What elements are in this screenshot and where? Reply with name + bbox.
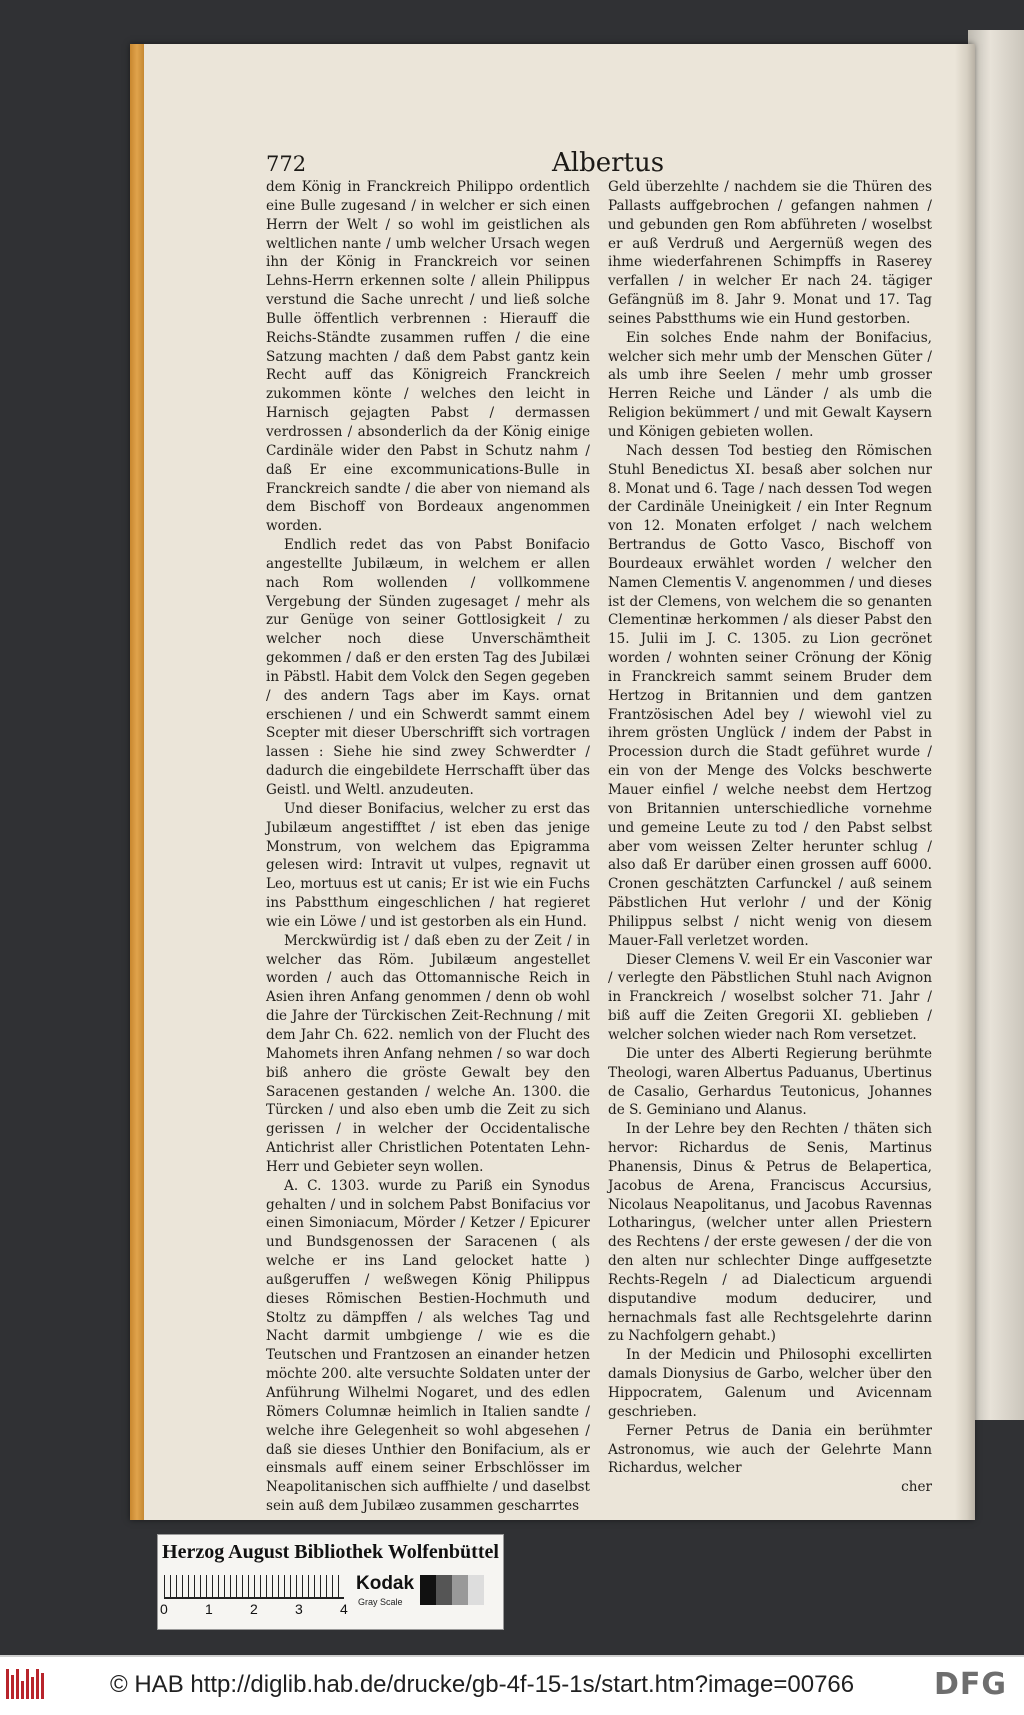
ruler-number: 0 (160, 1601, 168, 1617)
paragraph: Dieser Clemens V. weil Er ein Vasconier war / verlegte den Päbstlichen Stuhl nach Avignon in Franckreich / woselbst solcher 71. Jahr / biß auff die Zeiten Gregorii XI. geblieben / welcher solchen wieder nach Rom versetzet. (608, 951, 932, 1043)
paragraph: Nach dessen Tod bestieg den Römischen Stuhl Benedictus XI. besaß aber solchen nur 8. Monat und 6. Tage / nach dessen Tod wegen der Cardinäle Uneinigkeit / ein Inter Regnum von 12. Monaten erfolget / nach welchem Bertrandus de Gotto Vasco, Bischoff von Bourdeaux erwählet worden / welcher den Namen Clementis V. angenommen / und dieses ist der Clemens, von welchem die so genanten Clementinæ herkommen / als dieser Pabst den 15. Julii im J. C. 1305. zu Lion gecrönet worden / wohnten seiner Crönung der König in Franckreich sammt seinem Bruder dem Hertzog in Britannien und dem gantzen Frantzösischen Adel bey / wiewohl viel zu ihrem grösten Unglück / indem der Pabst in Procession durch die Stadt geführet wurde / ein von der Menge des Volcks beschwerte Mauer einfiel / welche neebst dem Hertzog von Britannien unterschiedliche vornehme und gemeine Leute zu tod / den Pabst selbst aber vom weissen Zelter herunter schlug / also daß Er darüber einen grossen auff 6000. Cronen geschätzten Carfunckel / auß seinem Päbstlichen Hut verlohr / und der König Philippus selbst / nicht wenig von diesem Mauer-Fall verletzet worden. (608, 442, 932, 949)
paragraph: In der Lehre bey den Rechten / thäten sich hervor: Richardus de Senis, Martinus Phanensis, Dinus & Petrus de Belapertica, Jacobus de Arena, Franciscus Accursius, Nicolaus Neapolitanus, und Jacobus Ravennas Lotharingus, (welcher unter allen Priestern des Rechtens / der erste gewesen / der die von den alten nur schlechter Dinge auffgesetzte Rechts-Regeln / ad Dialecticum arguendi disputandive modum deducirer, und hernachmals fast alle Rechtsgelehrte darinn zu Nachfolgern gehabt.) (608, 1121, 932, 1345)
paragraph: Endlich redet das von Pabst Bonifacio angestellte Jubilæum, in welchem er allen nach Rom wollenden / vollkommene Vergebung der Sünden zugesaget / mehr als zur Genüge von seiner Gottlosigkeit / zu welcher noch diese Unverschämtheit gekommen / daß er den ersten Tag des Jubilæi in Päbstl. Habit dem Volck den Segen gegeben / des andern Tags aber im Kays. ornat erschienen / und ein Schwerdt sammt einem Scepter mit dieser Uberschrifft sich vortragen lassen : Siehe hie sind zwey Schwerdter / dadurch die eingebildete Herrschafft über das Geistl. und Weltl. anzudeuten. (266, 537, 590, 798)
running-head: Albertus (552, 148, 665, 178)
paragraph: A. C. 1303. wurde zu Pariß ein Synodus gehalten / und in solchem Pabst Bonifacius vor einen Simoniacum, Mörder / Ketzer / Epicurer und Bundsgenossen der Saracenen ( als welche er ins Land gelocket hatte ) außgeruffen / weßwegen König Philippus dieses Römischen Bestien-Hochmuth und Stoltz zu dämpffen / als welches Tag und Nacht darmit umbgienge / wie es die Teutschen und Frantzosen an einander hetzen möchte 200. alte versuchte Soldaten unter der Anführung Wilhelmi Nogaret, und des edlen Römers Columnæ heimlich in Italien sandte / welche ihre Gelegenheit so wohl abgesehen / daß sie dieses Unthier den Bonifacium, als er einsmals auff einem seiner Erbschlösser im Neapolitanischen sich auffhielte / und daselbst sein auß dem Jubilæo zusammen gescharrtes (266, 1177, 590, 1515)
text-column-left (266, 178, 590, 1515)
page-gilt-edge (130, 44, 144, 1520)
page-header (266, 148, 936, 182)
facing-page-edge (968, 30, 1024, 1420)
ruler-number: 2 (250, 1601, 258, 1617)
paragraph: Die unter des Alberti Regierung berühmte Theologi, waren Albertus Paduanus, Ubertinus de Casalio, Gerhardus Teutonicus, Johannes de S. Geminiano und Alanus. (608, 1045, 932, 1119)
kodak-label: Kodak (356, 1573, 415, 1594)
paragraph: Geld überzehlte / nachdem sie die Thüren des Pallasts auffgebrochen / gefangen nahmen / und gebunden gen Rom abführeten / woselbst er auß Verdruß und Aergernüß wegen des ihme wiederfahrenen Schimpffs in Raserey verfallen / in welcher Er nach 24. tägiger Gefängnüß im 8. Jahr 9. Monat und 17. Tag seines Pabstthums wie ein Hund gestorben. (608, 179, 932, 327)
text-column-right (608, 178, 932, 1496)
ruler-number: 1 (205, 1601, 213, 1617)
ruler-number: 4 (340, 1601, 348, 1617)
gray-scale-patches (420, 1575, 484, 1605)
scale-ruler (164, 1575, 344, 1599)
page-number: 772 (266, 152, 307, 176)
library-color-chart (157, 1534, 504, 1630)
paragraph: Ferner Petrus de Dania ein berühmter Astronomus, wie auch der Gelehrte Mann Richardus, welcher (608, 1422, 932, 1477)
paragraph: Merckwürdig ist / daß eben zu der Zeit / in welcher das Röm. Jubilæum angestellet worden / auch das Ottomannische Reich in Asien ihren Anfang genommen / denn ob wohl die Jahre der Türckischen Zeit-Rechnung / mit dem Jahr Ch. 622. nemlich von der Flucht des Mahomets ihren Anfang nehmen / so war doch biß anhero die gröste Gewalt bey den Saracenen gestanden / welche An. 1300. die Türcken / und also eben umb die Zeit zu sich gerissen / in welcher der Occidentalische Antichrist aller Christlichen Potentaten Lehn-Herr und Gebieter seyn wollen. (266, 932, 590, 1175)
paragraph: dem König in Franckreich Philippo ordentlich eine Bulle zugesand / in welcher er sich einen Herrn der Welt / so wohl im geistlichen als weltlichen nante / umb welcher Ursach wegen ihn der König in Franckreich vor seinen Lehns-Herrn erkennen solte / allein Philippus verstund die Sache unrecht / und ließ solche Bulle öffentlich verbrennen : Hierauff die Reichs-Ständte zusammen ruffen / die eine Satzung machten / daß dem Pabst gantz kein Recht auff das Königreich Franckreich zukommen könte / welches den leicht in Harnisch gejagten Pabst / dermassen verdrossen / absonderlich da der König einige Cardinäle wider den Pabst in Schutz nahm / daß Er eine excommunications-Bulle in Franckreich sandte / die aber von niemand als dem Bischoff von Bordeaux angenommen worden. (266, 179, 590, 535)
gray-scale-label: Gray Scale (358, 1597, 403, 1607)
hab-barcode-logo-icon (6, 1669, 46, 1699)
paragraph: Und dieser Bonifacius, welcher zu erst das Jubilæum angestifftet / ist eben das jenige Monstrum, von welchem das Epigramma gelesen wird: Intravit ut vulpes, regnavit ut Leo, mortuus est ut canis; Er ist wie ein Fuchs ins Pabstthum eingeschlichen / hat regieret wie ein Löwe / und ist gestorben als ein Hund. (266, 800, 590, 930)
dfg-logo: DFG (934, 1667, 1008, 1702)
source-link[interactable]: © HAB http://diglib.hab.de/drucke/gb-4f-15-1s/start.htm?image=00766 (110, 1671, 855, 1698)
library-name: Herzog August Bibliothek Wolfenbüttel (162, 1541, 499, 1563)
viewer-footer (0, 1655, 1024, 1715)
paragraph: Ein solches Ende nahm der Bonifacius, welcher sich mehr umb der Menschen Güter / als umb ihre Seelen / mehr umb grosser Herren Reiche und Länder / als umb die Religion bekümmert / und mit Gewalt Kaysern und Königen gebieten wollen. (608, 329, 932, 440)
paragraph: In der Medicin und Philosophi excellirten damals Dionysius de Garbo, welcher über den Hippocratem, Galenum und Avicennam geschrieben. (608, 1347, 932, 1420)
ruler-number: 3 (295, 1601, 303, 1617)
catchword: cher (901, 1479, 932, 1496)
ruler-numbers (160, 1601, 350, 1621)
page-gutter (955, 44, 975, 1520)
